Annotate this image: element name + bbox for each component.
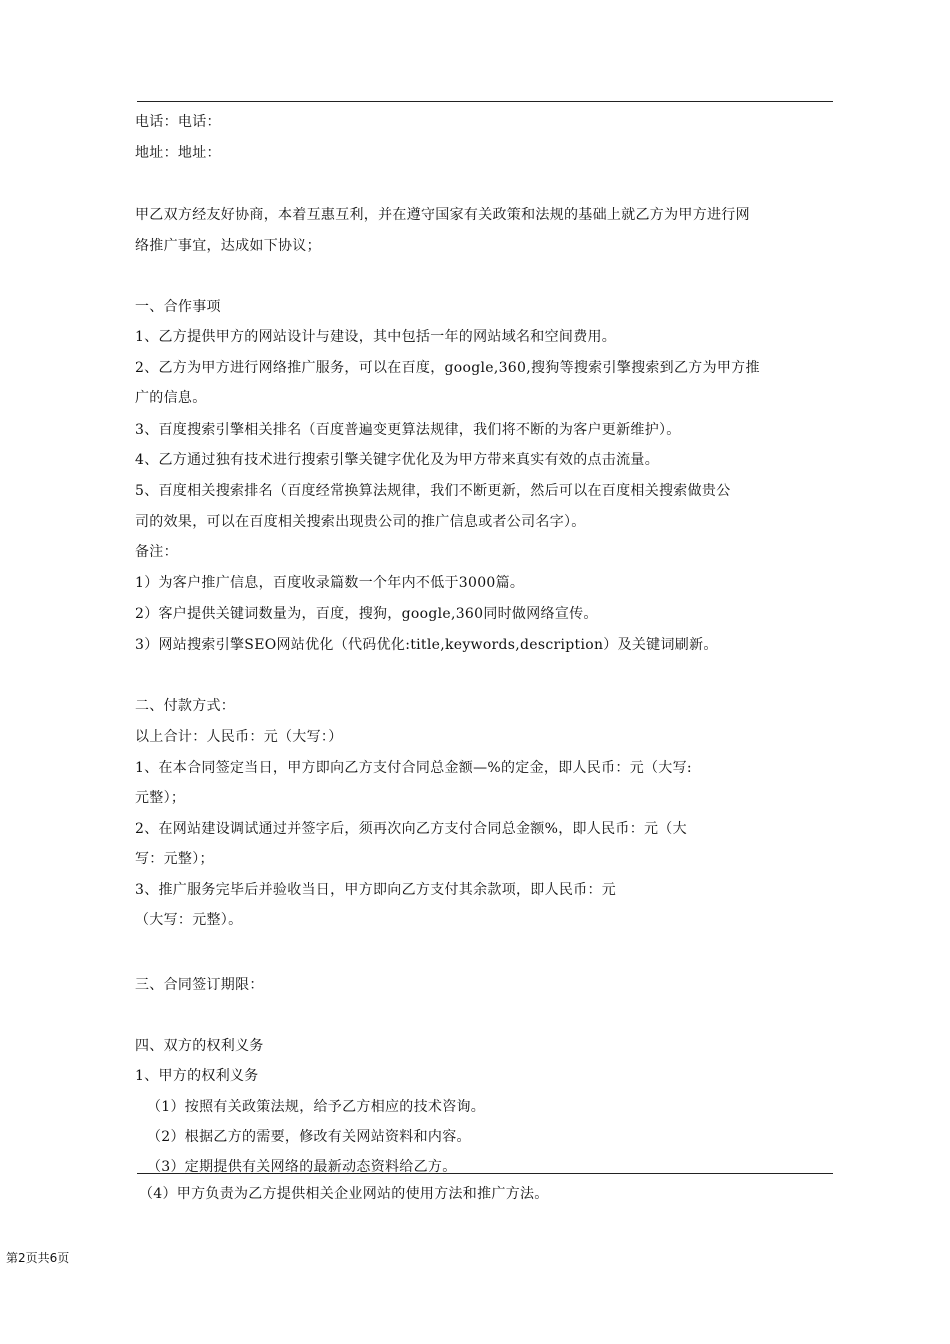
intro-line: 络推广事宜，达成如下协议； <box>135 238 321 254</box>
note-line: 1）为客户推广信息，百度收录篇数一个年内不低于3000篇。 <box>135 575 525 591</box>
clause-line: 3、百度搜索引擎相关排名（百度普遍变更算法规律，我们将不断的为客户更新维护）。 <box>135 422 681 438</box>
section-heading: 一、合作事项 <box>135 299 221 315</box>
subsection-heading: 1、甲方的权利义务 <box>135 1068 259 1084</box>
payment-line: 3、推广服务完毕后并验收当日，甲方即向乙方支付其余款项，即人民币：元 <box>135 882 617 898</box>
payment-line: （大写：元整）。 <box>135 912 243 928</box>
section-heading: 四、双方的权利义务 <box>135 1038 264 1054</box>
clause-line: 4、乙方通过独有技术进行搜索引擎关键字优化及为甲方带来真实有效的点击流量。 <box>135 452 660 468</box>
address-line: 地址：地址： <box>135 145 221 161</box>
page-break-rule <box>137 1173 833 1174</box>
payment-line: 写：元整）； <box>135 851 214 867</box>
section-heading: 三、合同签订期限： <box>135 977 264 993</box>
section-heading: 二、付款方式： <box>135 698 236 714</box>
clause-line: 司的效果，可以在百度相关搜索出现贵公司的推广信息或者公司名字）。 <box>135 514 586 530</box>
duty-item: （1）按照有关政策法规，给予乙方相应的技术咨询。 <box>147 1099 486 1115</box>
payment-line: 1、在本合同签定当日，甲方即向乙方支付合同总金额—%的定金，即人民币：元（大写: <box>135 760 692 776</box>
clause-line: 2、乙方为甲方进行网络推广服务，可以在百度，google,360,搜狗等搜索引擎搜索到乙方为甲方推 <box>135 360 760 376</box>
payment-line: 2、在网站建设调试通过并签字后，须再次向乙方支付合同总金额%，即人民币：元（大 <box>135 821 687 837</box>
duty-item: （3）定期提供有关网络的最新动态资料给乙方。 <box>147 1159 457 1175</box>
header-rule <box>137 101 833 102</box>
intro-line: 甲乙双方经友好协商，本着互惠互利，并在遵守国家有关政策和法规的基础上就乙方为甲方进行网 <box>135 207 750 223</box>
phone-line: 电话：电话： <box>135 114 221 130</box>
duty-item: （2）根据乙方的需要，修改有关网站资料和内容。 <box>147 1129 471 1145</box>
note-line: 3）网站搜索引擎SEO网站优化（代码优化:title,keywords,description）及关键词刷新。 <box>135 637 718 653</box>
note-line: 2）客户提供关键词数量为，百度，搜狗，google,360同时做网络宣传。 <box>135 606 598 622</box>
page-indicator: 第2页共6页 <box>6 1251 70 1265</box>
clause-line: 广的信息。 <box>135 390 207 406</box>
note-label: 备注： <box>135 544 178 560</box>
payment-line: 以上合计：人民币：元（大写：） <box>135 729 343 745</box>
duty-item: （4）甲方负责为乙方提供相关企业网站的使用方法和推广方法。 <box>139 1186 549 1202</box>
clause-line: 5、百度相关搜索排名（百度经常换算法规律，我们不断更新，然后可以在百度相关搜索做贵公 <box>135 483 731 499</box>
payment-line: 元整）； <box>135 790 186 806</box>
clause-line: 1、乙方提供甲方的网站设计与建设，其中包括一年的网站域名和空间费用。 <box>135 329 617 345</box>
